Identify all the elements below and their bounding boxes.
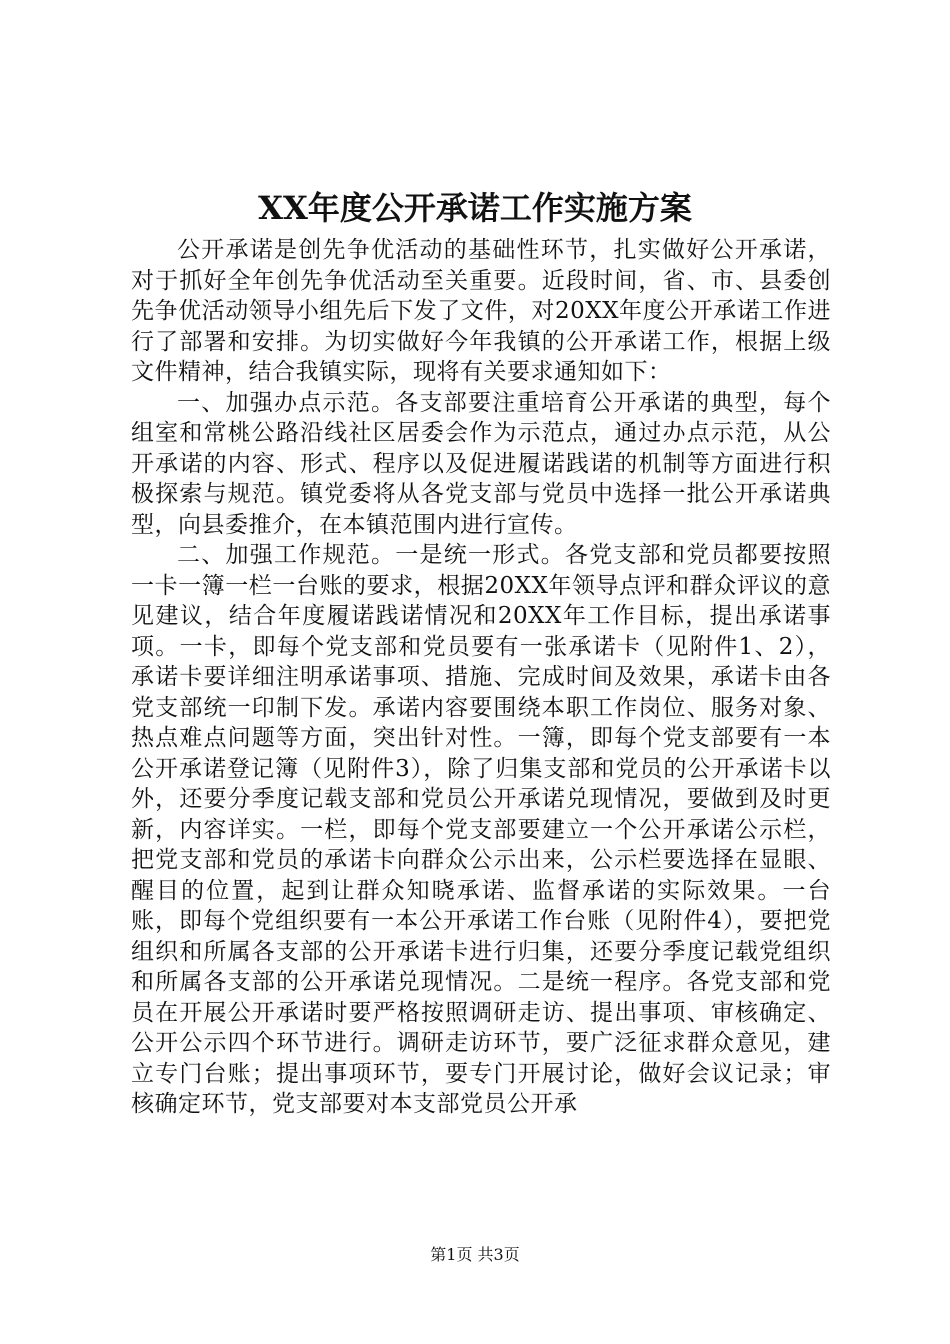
paragraph-section-1: 一、加强办点示范。各支部要注重培育公开承诺的典型，每个组室和常桃公路沿线社区居委会作为示范点，通过办点示范，从公开承诺的内容、形式、程序以及促进履诺践诺的机制等方面进行积极探索与规范。镇党委将从各党支部与党员中选择一批公开承诺典型，向县委推介，在本镇范围内进行宣传。 [131,389,831,538]
document-body [131,235,831,1120]
paragraph-section-2: 二、加强工作规范。一是统一形式。各党支部和党员都要按照一卡一簿一栏一台账的要求，根据20XX年领导点评和群众评议的意见建议，结合年度履诺践诺情况和20XX年工作目标，提出承诺事项。一卡，即每个党支部和党员要有一张承诺卡（见附件1、2），承诺卡要详细注明承诺事项、措施、完成时间及效果，承诺卡由各党支部统一印制下发。承诺内容要围绕本职工作岗位、服务对象、热点难点问题等方面，突出针对性。一簿，即每个党支部要有一本公开承诺登记簿（见附件3），除了归集支部和党员的公开承诺卡以外，还要分季度记载支部和党员公开承诺兑现情况，要做到及时更新，内容详实。一栏，即每个党支部要建立一个公开承诺公示栏，把党支部和党员的承诺卡向群众公示出来，公示栏要选择在显眼、醒目的位置，起到让群众知晓承诺、监督承诺的实际效果。一台账，即每个党组织要有一本公开承诺工作台账（见附件4），要把党组织和所属各支部的公开承诺卡进行归集，还要分季度记载党组织和所属各支部的公开承诺兑现情况。二是统一程序。各党支部和党员在开展公开承诺时要严格按照调研走访、提出事项、审核确定、公开公示四个环节进行。调研走访环节，要广泛征求群众意见，建立专门台账；提出事项环节，要专门开展讨论，做好会议记录；审核确定环节，党支部要对本支部党员公开承 [131,542,831,1117]
page-footer: 第1页 共3页 [430,1245,520,1264]
paragraph-intro: 公开承诺是创先争优活动的基础性环节，扎实做好公开承诺，对于抓好全年创先争优活动至关重要。近段时间，省、市、县委创先争优活动领导小组先后下发了文件，对20XX年度公开承诺工作进行了部署和安排。为切实做好今年我镇的公开承诺工作，根据上级文件精神，结合我镇实际，现将有关要求通知如下： [131,237,831,385]
document-title: XX年度公开承诺工作实施方案 [258,189,692,227]
